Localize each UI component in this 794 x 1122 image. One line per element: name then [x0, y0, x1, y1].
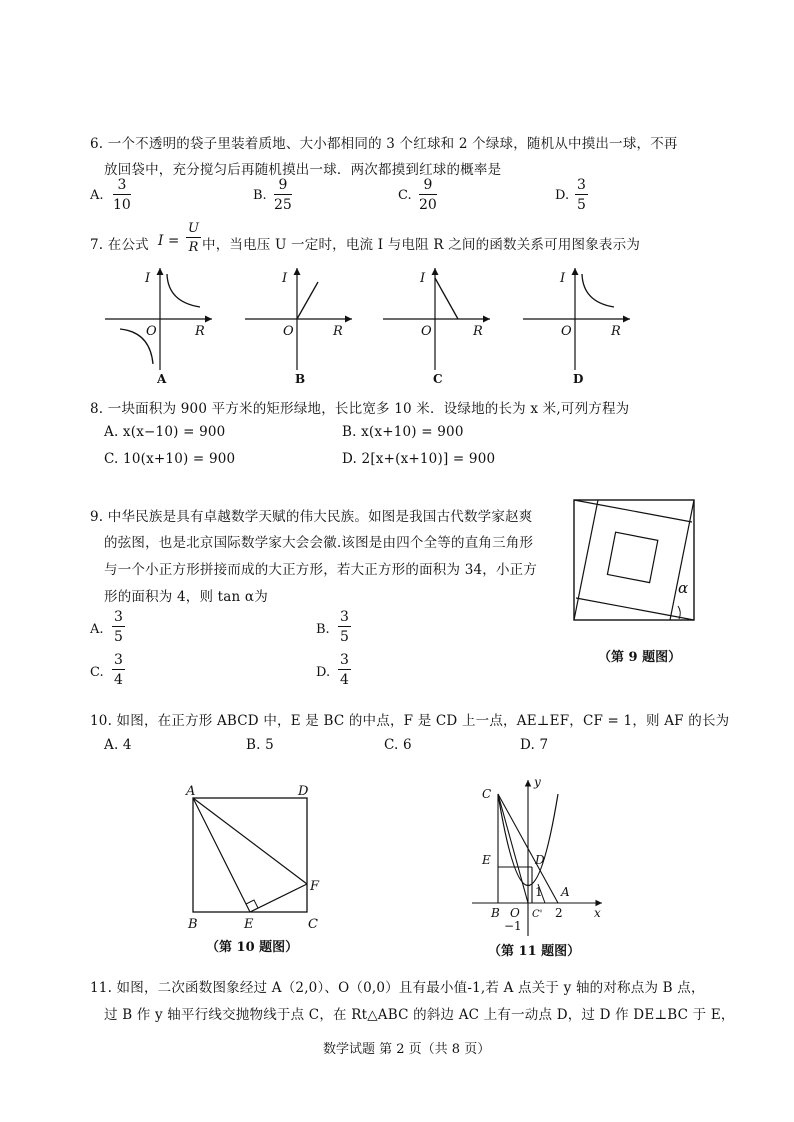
q9-string-figure	[570, 496, 700, 626]
q6-option-d-fraction	[575, 178, 588, 212]
point-d-label: D	[298, 784, 309, 799]
q6-option-a-letter: A.	[90, 188, 104, 203]
q8-option-a: A. x(x−10) = 900	[104, 424, 226, 440]
origin-label: O	[421, 324, 432, 339]
q11-parabola-figure	[470, 772, 610, 940]
fraction-numerator: 3	[113, 178, 131, 195]
q7-formula-lhs: I =	[158, 233, 180, 249]
fraction-denominator: 4	[114, 672, 123, 688]
q7-prefix: 7. 在公式	[90, 237, 149, 253]
point-e-label: E	[244, 917, 254, 932]
point-b-label: B	[188, 917, 198, 932]
fraction-numerator: U	[188, 221, 199, 236]
q6-line2: 放回袋中，充分搅匀后再随机摸出一球．两次都摸到红球的概率是	[104, 162, 502, 178]
point-f-label: F	[310, 879, 320, 894]
q7-suffix: 中，当电压 U 一定时，电流 I 与电阻 R 之间的函数关系可用图象表示为	[202, 237, 641, 253]
x-axis-label: x	[594, 906, 601, 920]
fraction-numerator: 3	[340, 609, 349, 625]
q11-line1: 11. 如图，二次函数图象经过 A（2,0）、O（0,0）且有最小值-1,若 A 点关于 y 轴的对称点为 B 点，	[90, 980, 705, 996]
q6-option-a-fraction	[113, 178, 131, 212]
q7-graphs	[100, 262, 640, 387]
point-c-prime-label: C'	[532, 909, 543, 920]
angle-alpha-label: α	[678, 579, 689, 597]
label-two: 2	[555, 906, 563, 920]
origin-label: O	[283, 324, 294, 339]
origin-label: O	[510, 906, 520, 920]
graph-letter: C	[433, 372, 443, 386]
y-axis-label: I	[420, 271, 426, 286]
page-footer: 数学试题 第 2 页（共 8 页）	[323, 1042, 491, 1057]
q8-option-d: D. 2[x+(x+10)] = 900	[342, 451, 496, 467]
fraction-denominator: 5	[577, 197, 586, 213]
fraction-denominator: 5	[340, 629, 349, 645]
label-one: 1	[535, 885, 543, 899]
q10-option-d: D. 7	[520, 737, 549, 753]
q10-stem: 10. 如图，在正方形 ABCD 中，E 是 BC 的中点，F 是 CD 上一点，AE⊥EF，CF = 1，则 AF 的长为	[90, 713, 730, 729]
q10-square-figure	[180, 780, 330, 932]
point-e-label: E	[482, 853, 491, 867]
graph-letter: A	[157, 372, 167, 386]
fraction-denominator: 4	[340, 672, 349, 688]
x-axis-label: R	[473, 324, 483, 339]
q8-option-b: B. x(x+10) = 900	[342, 424, 464, 440]
x-axis-label: R	[611, 324, 621, 339]
fraction-denominator: 5	[114, 629, 123, 645]
fraction-numerator: 9	[274, 178, 292, 195]
q11-line2: 过 B 作 y 轴平行线交抛物线于点 C，在 Rt△ABC 的斜边 AC 上有一动点 D，过 D 作 DE⊥BC 于 E，	[104, 1007, 735, 1023]
fraction-denominator: R	[188, 240, 199, 255]
origin-label: O	[146, 324, 157, 339]
fraction-denominator: 20	[419, 197, 437, 213]
q8-option-c: C. 10(x+10) = 900	[104, 451, 236, 467]
q11-caption: （第 11 题图）	[488, 944, 581, 959]
q9-line2: 的弦图，也是北京国际数学家大会会徽.该图是由四个全等的直角三角形	[104, 535, 534, 551]
q6-line1: 6. 一个不透明的袋子里装着质地、大小都相同的 3 个红球和 2 个绿球，随机从中摸出一球，不再	[90, 136, 678, 152]
q9-option-b-letter: B.	[316, 622, 330, 637]
q10-option-b: B. 5	[246, 737, 274, 753]
y-axis-label: I	[282, 271, 288, 286]
q7-graph-d	[523, 268, 630, 386]
q6-option-c-letter: C.	[398, 188, 412, 203]
fraction-numerator: 3	[114, 652, 123, 668]
fraction-numerator: 3	[114, 609, 123, 625]
point-b-label: B	[491, 906, 500, 920]
q9-option-c-fraction	[112, 653, 125, 687]
x-axis-label: R	[195, 324, 205, 339]
fraction-numerator: 9	[419, 178, 437, 195]
q9-caption: （第 9 题图）	[598, 650, 682, 665]
label-minus-one: −1	[504, 919, 522, 933]
point-a-label: A	[186, 784, 196, 799]
graph-letter: B	[295, 372, 306, 386]
fraction-denominator: 10	[113, 197, 131, 213]
q6-option-b-letter: B.	[253, 188, 267, 203]
q6-option-d-letter: D.	[555, 188, 570, 203]
q9-line4: 形的面积为 4，则 tan α为	[104, 589, 268, 605]
point-a-label: A	[561, 885, 570, 899]
q8-stem: 8. 一块面积为 900 平方米的矩形绿地，长比宽多 10 米．设绿地的长为 x 米,可列方程为	[90, 401, 630, 417]
y-axis-label: I	[560, 271, 566, 286]
q10-option-a: A. 4	[104, 737, 132, 753]
fraction-numerator: 3	[577, 177, 586, 193]
q6-option-b-fraction	[274, 178, 292, 212]
fraction-numerator: 3	[340, 652, 349, 668]
q10-option-c: C. 6	[384, 737, 412, 753]
q9-option-c-letter: C.	[90, 665, 104, 680]
q7-graph-b	[245, 268, 352, 386]
q6-option-c-fraction	[419, 178, 437, 212]
graph-letter: D	[573, 372, 584, 386]
fraction-denominator: 25	[274, 197, 292, 213]
q9-option-a-letter: A.	[90, 622, 104, 637]
y-axis-label: y	[534, 775, 541, 789]
x-axis-label: R	[333, 324, 343, 339]
q9-option-a-fraction	[112, 610, 125, 644]
point-c-label: C	[308, 917, 318, 932]
q7-formula-fraction	[186, 222, 201, 254]
q9-option-b-fraction	[338, 610, 351, 644]
point-c-label: C	[482, 787, 492, 801]
y-axis-label: I	[145, 271, 151, 286]
point-d-label: D	[535, 853, 545, 867]
q9-option-d-fraction	[338, 653, 351, 687]
q7-graph-c	[383, 268, 490, 386]
q9-line3: 与一个小正方形拼接而成的大正方形，若大正方形的面积为 34，小正方	[104, 562, 538, 578]
q7-graph-a	[105, 268, 212, 386]
origin-label: O	[561, 324, 572, 339]
q9-option-d-letter: D.	[316, 665, 331, 680]
q10-caption: （第 10 题图）	[206, 940, 299, 955]
q9-line1: 9. 中华民族是具有卓越数学天赋的伟大民族。如图是我国古代数学家赵爽	[90, 509, 533, 525]
